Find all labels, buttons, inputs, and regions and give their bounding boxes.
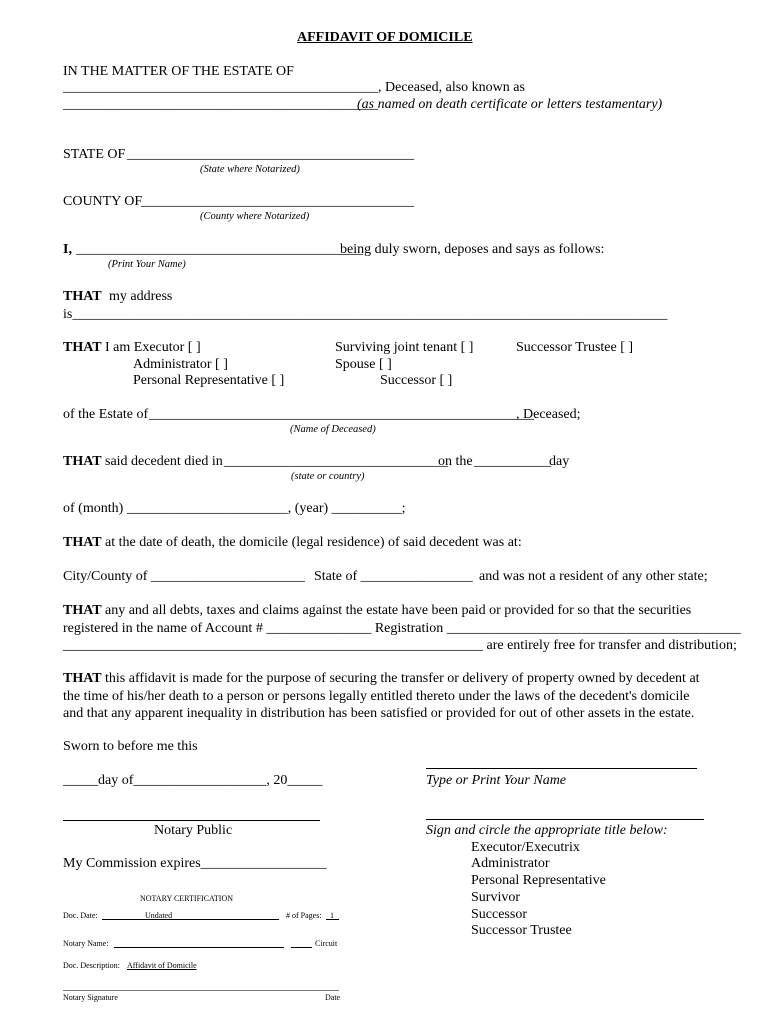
domicile-text: at the date of death, the domicile (legal residence) of said decedent was at: bbox=[105, 535, 522, 550]
debts-line2: registered in the name of Account # _______________ Registration __________________________________________ bbox=[63, 621, 741, 636]
resident-text: and was not a resident of any other state; bbox=[479, 569, 708, 584]
doc-date-rule bbox=[102, 919, 279, 920]
title-option: Survivor bbox=[471, 890, 520, 905]
debts-line3: ____________________________________________________________ are entirely free for transfer and distribution; bbox=[63, 638, 737, 653]
cert-signature-rule bbox=[63, 990, 339, 991]
notary-signature-rule bbox=[63, 820, 320, 821]
debts-that: THAT bbox=[63, 603, 102, 618]
died-day: day bbox=[549, 454, 570, 469]
county-blank: _______________________________________ bbox=[141, 194, 414, 209]
cert-pages-value: 1 bbox=[330, 911, 334, 920]
died-text: said decedent died in bbox=[105, 454, 223, 469]
sworn-text: Sworn to before me this bbox=[63, 739, 198, 754]
cert-pages-label: # of Pages: bbox=[286, 911, 322, 920]
estate-of-caption: (Name of Deceased) bbox=[290, 424, 376, 435]
died-day-blank: ___________ bbox=[474, 454, 551, 469]
role-successor: Successor [ ] bbox=[380, 373, 453, 388]
title-option: Administrator bbox=[471, 856, 550, 871]
died-that: THAT bbox=[63, 454, 102, 469]
debts-line1: any and all debts, taxes and claims against the estate have been paid or provided for so that the securities bbox=[105, 603, 692, 618]
estate-of-tail: , Deceased; bbox=[516, 407, 581, 422]
purpose-line3: and that any apparent inequality in distribution has been satisfied or provided for out of other assets in the estate. bbox=[63, 706, 695, 721]
oath-text: being duly sworn, deposes and says as follows: bbox=[340, 242, 605, 257]
died-caption: (state or country) bbox=[291, 471, 365, 482]
notary-public-label: Notary Public bbox=[154, 823, 233, 838]
signature-rule bbox=[426, 819, 704, 820]
address-line: is_____________________________________________________________________________________ bbox=[63, 307, 668, 322]
state-label: STATE OF bbox=[63, 147, 126, 162]
role-spouse: Spouse [ ] bbox=[335, 357, 392, 372]
county-label: COUNTY OF bbox=[63, 194, 143, 209]
cert-desc-value: Affidavit of Domicile bbox=[127, 961, 197, 970]
cert-heading: NOTARY CERTIFICATION bbox=[140, 894, 234, 903]
document-title: AFFIDAVIT OF DOMICILE bbox=[297, 30, 473, 45]
purpose-line1: this affidavit is made for the purpose of securing the transfer or delivery of property owned by decedent at bbox=[105, 671, 700, 686]
title-option: Personal Representative bbox=[471, 873, 606, 888]
aka-blank: _____________________________________________ bbox=[63, 97, 378, 112]
cert-signature-label: Notary Signature bbox=[63, 993, 118, 1002]
estate-of-label: of the Estate of bbox=[63, 407, 149, 422]
purpose-line2: the time of his/her death to a person or persons legally entitled thereto under the laws of the decedent's domicile bbox=[63, 689, 690, 704]
title-option: Successor Trustee bbox=[471, 923, 572, 938]
state-caption: (State where Notarized) bbox=[200, 164, 300, 175]
role-administrator: Administrator [ ] bbox=[133, 357, 228, 372]
title-option: Successor bbox=[471, 907, 527, 922]
address-that: THAT bbox=[63, 289, 102, 304]
died-place-blank: ________________________________ bbox=[224, 454, 448, 469]
commission-expires: My Commission expires__________________ bbox=[63, 856, 327, 871]
cert-notary-name: Notary Name: bbox=[63, 939, 109, 948]
died-on-the: on the bbox=[438, 454, 473, 469]
county-caption: (County where Notarized) bbox=[200, 211, 310, 222]
oath-name-blank: _________________________________________ bbox=[76, 242, 363, 257]
address-text: my address bbox=[109, 289, 173, 304]
cert-desc-label: Doc. Description: bbox=[63, 961, 120, 970]
cert-date-label: Date bbox=[325, 993, 341, 1002]
purpose-that: THAT bbox=[63, 671, 102, 686]
city-county-field: City/County of ______________________ bbox=[63, 569, 305, 584]
name-rule bbox=[426, 768, 697, 769]
estate-of-blank: _______________________________________________________ bbox=[149, 407, 534, 422]
cert-doc-date-label: Doc. Date: bbox=[63, 911, 98, 920]
type-print-name: Type or Print Your Name bbox=[426, 773, 567, 788]
sign-circle-instruction: Sign and circle the appropriate title below: bbox=[426, 823, 668, 838]
role-successor-trustee: Successor Trustee [ ] bbox=[516, 340, 634, 355]
cert-circuit: Circuit bbox=[315, 939, 338, 948]
aka-note: (as named on death certificate or letters testamentary) bbox=[357, 97, 663, 112]
title-option: Executor/Executrix bbox=[471, 840, 580, 855]
roles-that: THAT bbox=[63, 340, 102, 355]
domicile-that: THAT bbox=[63, 535, 102, 550]
month-year-line: of (month) _______________________, (year) __________; bbox=[63, 501, 406, 516]
state-field: State of ________________ bbox=[314, 569, 473, 584]
deceased-name-line: _____________________________________________, Deceased, also known as bbox=[63, 80, 525, 95]
role-executor: I am Executor [ ] bbox=[105, 340, 201, 355]
oath-i: I, bbox=[63, 242, 72, 257]
notary-name-rule bbox=[114, 947, 284, 948]
oath-caption: (Print Your Name) bbox=[108, 259, 186, 270]
day-of-line: _____day of___________________, 20_____ bbox=[63, 773, 323, 788]
state-blank: _________________________________________ bbox=[127, 147, 414, 162]
cert-doc-date-value: Undated bbox=[145, 911, 173, 920]
role-personal-representative: Personal Representative [ ] bbox=[133, 373, 285, 388]
matter-heading: IN THE MATTER OF THE ESTATE OF bbox=[63, 64, 294, 79]
role-surviving-joint-tenant: Surviving joint tenant [ ] bbox=[335, 340, 474, 355]
circuit-rule bbox=[291, 947, 312, 948]
